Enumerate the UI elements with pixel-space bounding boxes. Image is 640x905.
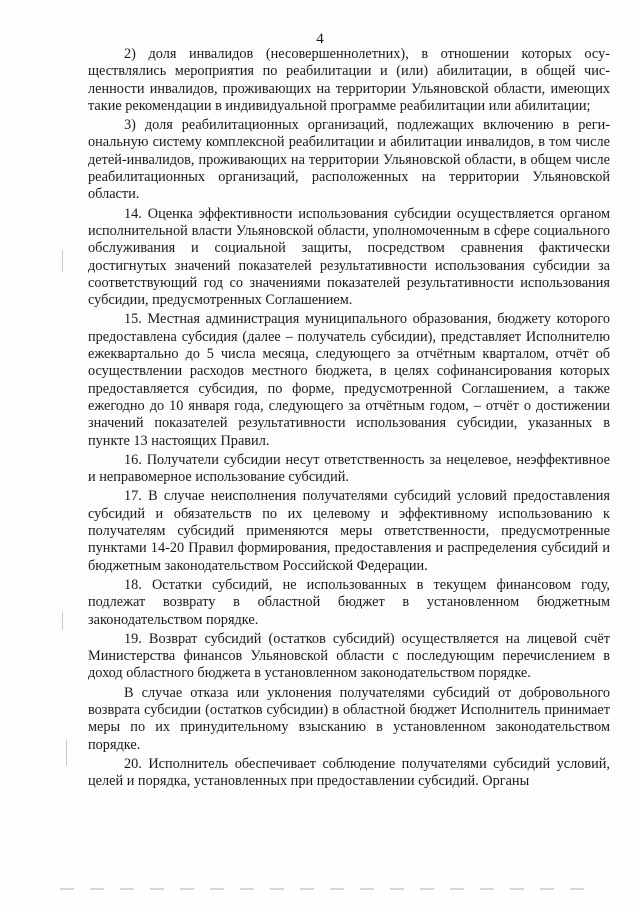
paragraph-18: 18. Остатки субсидий, не использованных в текущем финансовом году, подлежат возврату в областной бюджет в установленном бюджетным законодательством порядке. <box>88 576 610 628</box>
paragraph-17: 17. В случае неисполнения получателями субсидий условий предоставления субсидий и обязательств по их целевому и эффективному использованию к получателям субсидий применяются меры ответственности, предусмотренные пунктами 14-20 Правил формирования, предоставления и распределения субсидий и бюджетным законодательством Российской Федерации. <box>88 488 610 574</box>
paragraph-19: 19. Возврат субсидий (остатков субсидий) осуществляется на лицевой счёт Министерства финансов Ульяновской области с последующим перечислением в доход областного бюджета в установленном законодательством порядке. <box>88 630 610 682</box>
paragraph-14: 14. Оценка эффективности использования субсидии осуществляется органом исполнительной власти Ульяновской области, уполномоченным в сфере социального обслуживания и социальной защиты, посредством сравнения фактически достигнутых значений показателей результативности использования субсидии за соответствующий год со значениями показателей результативности использования субсидии, предусмотренных Соглашением. <box>88 205 610 309</box>
paragraph-16: 16. Получатели субсидии несут ответственность за нецелевое, неэффективное и неправомерное использование субсидий. <box>88 451 610 486</box>
scan-margin-mark <box>62 612 63 630</box>
page-number: 4 <box>316 31 324 47</box>
paragraph-20: 20. Исполнитель обеспечивает соблюдение получателями субсидий условий, целей и порядка, установленных при предоставлении субсидий. Органы <box>88 755 610 790</box>
document-body <box>88 46 610 792</box>
paragraph-15: 15. Местная администрация муниципального образования, бюджету которого предоставлена субсидия (далее – получатель субсидии), представляет Исполнителю ежеквартально до 5 числа месяца, следующего за отчётным кварталом, отчёт об осуществлении расходов местного бюджета, в целях софинансирования которых предоставляется субсидия, по форме, предусмотренной Соглашением, а также ежегодно до 10 января года, следующего за отчётным годом, – отчёт о достижении значений показателей результативности использования субсидии, указанных в пункте 13 настоящих Правил. <box>88 311 610 449</box>
scan-margin-mark <box>66 740 67 766</box>
scan-bottom-noise <box>60 888 600 890</box>
paragraph-19-continued: В случае отказа или уклонения получателями субсидий от добровольного возврата субсидии (остатков субсидии) в областной бюджет Исполнитель принимает меры по их принудительному взысканию в установленном законодательством порядке. <box>88 684 610 753</box>
scan-margin-mark <box>62 250 63 272</box>
paragraph-item-3: 3) доля реабилитационных организаций, подлежащих включению в региональную систему комплексной реабилитации и абилитации инвалидов, в том числе детей-инвалидов, проживающих на территории Ульяновской области, в общем числе реабилитационных организаций, расположенных на территории Ульяновской области. <box>88 117 610 203</box>
paragraph-item-2: 2) доля инвалидов (несовершеннолетних), в отношении которых осуществлялись мероприятия по реабилитации и (или) абилитации, в общей численности инвалидов, проживающих на территории Ульяновской области, имеющих такие рекомендации в индивидуальной программе реабилитации или абилитации; <box>88 46 610 114</box>
